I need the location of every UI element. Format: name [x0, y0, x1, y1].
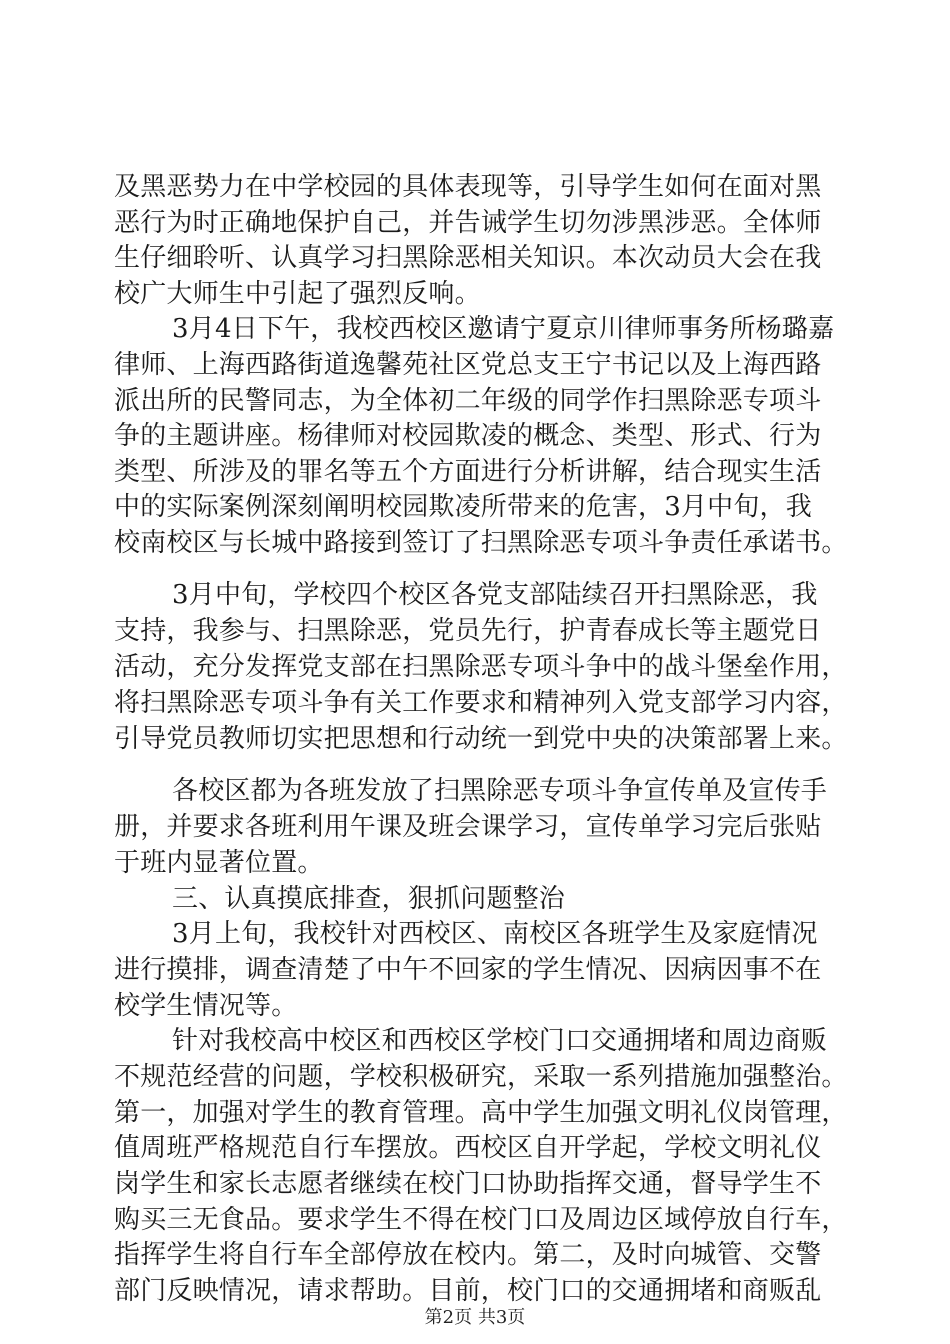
- text-line: 指挥学生将自行车全部停放在校内。第二，及时向城管、交警: [114, 1240, 822, 1270]
- text-line: 校学生情况等。: [114, 991, 298, 1021]
- text-line: 岗学生和家长志愿者继续在校门口协助指挥交通，督导学生不: [114, 1169, 822, 1199]
- text-line: 引导党员教师切实把思想和行动统一到党中央的决策部署上来。: [114, 724, 848, 754]
- text-line: 册，并要求各班利用午课及班会课学习，宣传单学习完后张贴: [114, 812, 822, 842]
- text-line: 争的主题讲座。杨律师对校园欺凌的概念、类型、形式、行为: [114, 421, 822, 451]
- text-line: 于班内显著位置。: [114, 848, 324, 878]
- text-line: 3月4日下午，我校西校区邀请宁夏京川律师事务所杨璐嘉: [172, 314, 835, 344]
- text-line: 类型、所涉及的罪名等五个方面进行分析讲解，结合现实生活: [114, 457, 822, 487]
- text-line: 针对我校高中校区和西校区学校门口交通拥堵和周边商贩: [172, 1026, 828, 1056]
- text-line: 第一，加强对学生的教育管理。高中学生加强文明礼仪岗管理，: [114, 1098, 848, 1128]
- text-line: 各校区都为各班发放了扫黑除恶专项斗争宣传单及宣传手: [172, 776, 828, 806]
- text-line: 及黑恶势力在中学校园的具体表现等，引导学生如何在面对黑: [114, 172, 822, 202]
- text-line: 值周班严格规范自行车摆放。西校区自开学起，学校文明礼仪: [114, 1133, 822, 1163]
- text-line: 支持，我参与、扫黑除恶，党员先行，护青春成长等主题党日: [114, 616, 822, 646]
- text-line: 中的实际案例深刻阐明校园欺凌所带来的危害，3月中旬，我: [114, 492, 812, 522]
- text-line: 恶行为时正确地保护自己，并告诫学生切勿涉黑涉恶。全体师: [114, 208, 822, 238]
- text-line: 3月上旬，我校针对西校区、南校区各班学生及家庭情况: [172, 919, 818, 949]
- text-line: 部门反映情况，请求帮助。目前，校门口的交通拥堵和商贩乱: [114, 1276, 822, 1306]
- text-line: 3月中旬，学校四个校区各党支部陆续召开扫黑除恶，我: [172, 580, 818, 610]
- page-footer: 第2页 共3页: [424, 1307, 526, 1328]
- text-line: 派出所的民警同志，为全体初二年级的同学作扫黑除恶专项斗: [114, 386, 822, 416]
- text-line: 将扫黑除恶专项斗争有关工作要求和精神列入党支部学习内容，: [114, 688, 848, 718]
- text-line: 活动，充分发挥党支部在扫黑除恶专项斗争中的战斗堡垒作用，: [114, 652, 848, 682]
- text-line: 生仔细聆听、认真学习扫黑除恶相关知识。本次动员大会在我: [114, 243, 822, 273]
- text-line: 校广大师生中引起了强烈反响。: [114, 279, 481, 309]
- text-line: 购买三无食品。要求学生不得在校门口及周边区域停放自行车，: [114, 1205, 848, 1235]
- text-line: 进行摸排，调查清楚了中午不回家的学生情况、因病因事不在: [114, 955, 822, 985]
- text-line: 律师、上海西路街道逸馨苑社区党总支王宁书记以及上海西路: [114, 350, 822, 380]
- text-line: 校南校区与长城中路接到签订了扫黑除恶专项斗争责任承诺书。: [114, 528, 848, 558]
- section-heading: 三、认真摸底排查，狠抓问题整治: [172, 884, 566, 914]
- text-line: 不规范经营的问题，学校积极研究，采取一系列措施加强整治。: [114, 1062, 848, 1092]
